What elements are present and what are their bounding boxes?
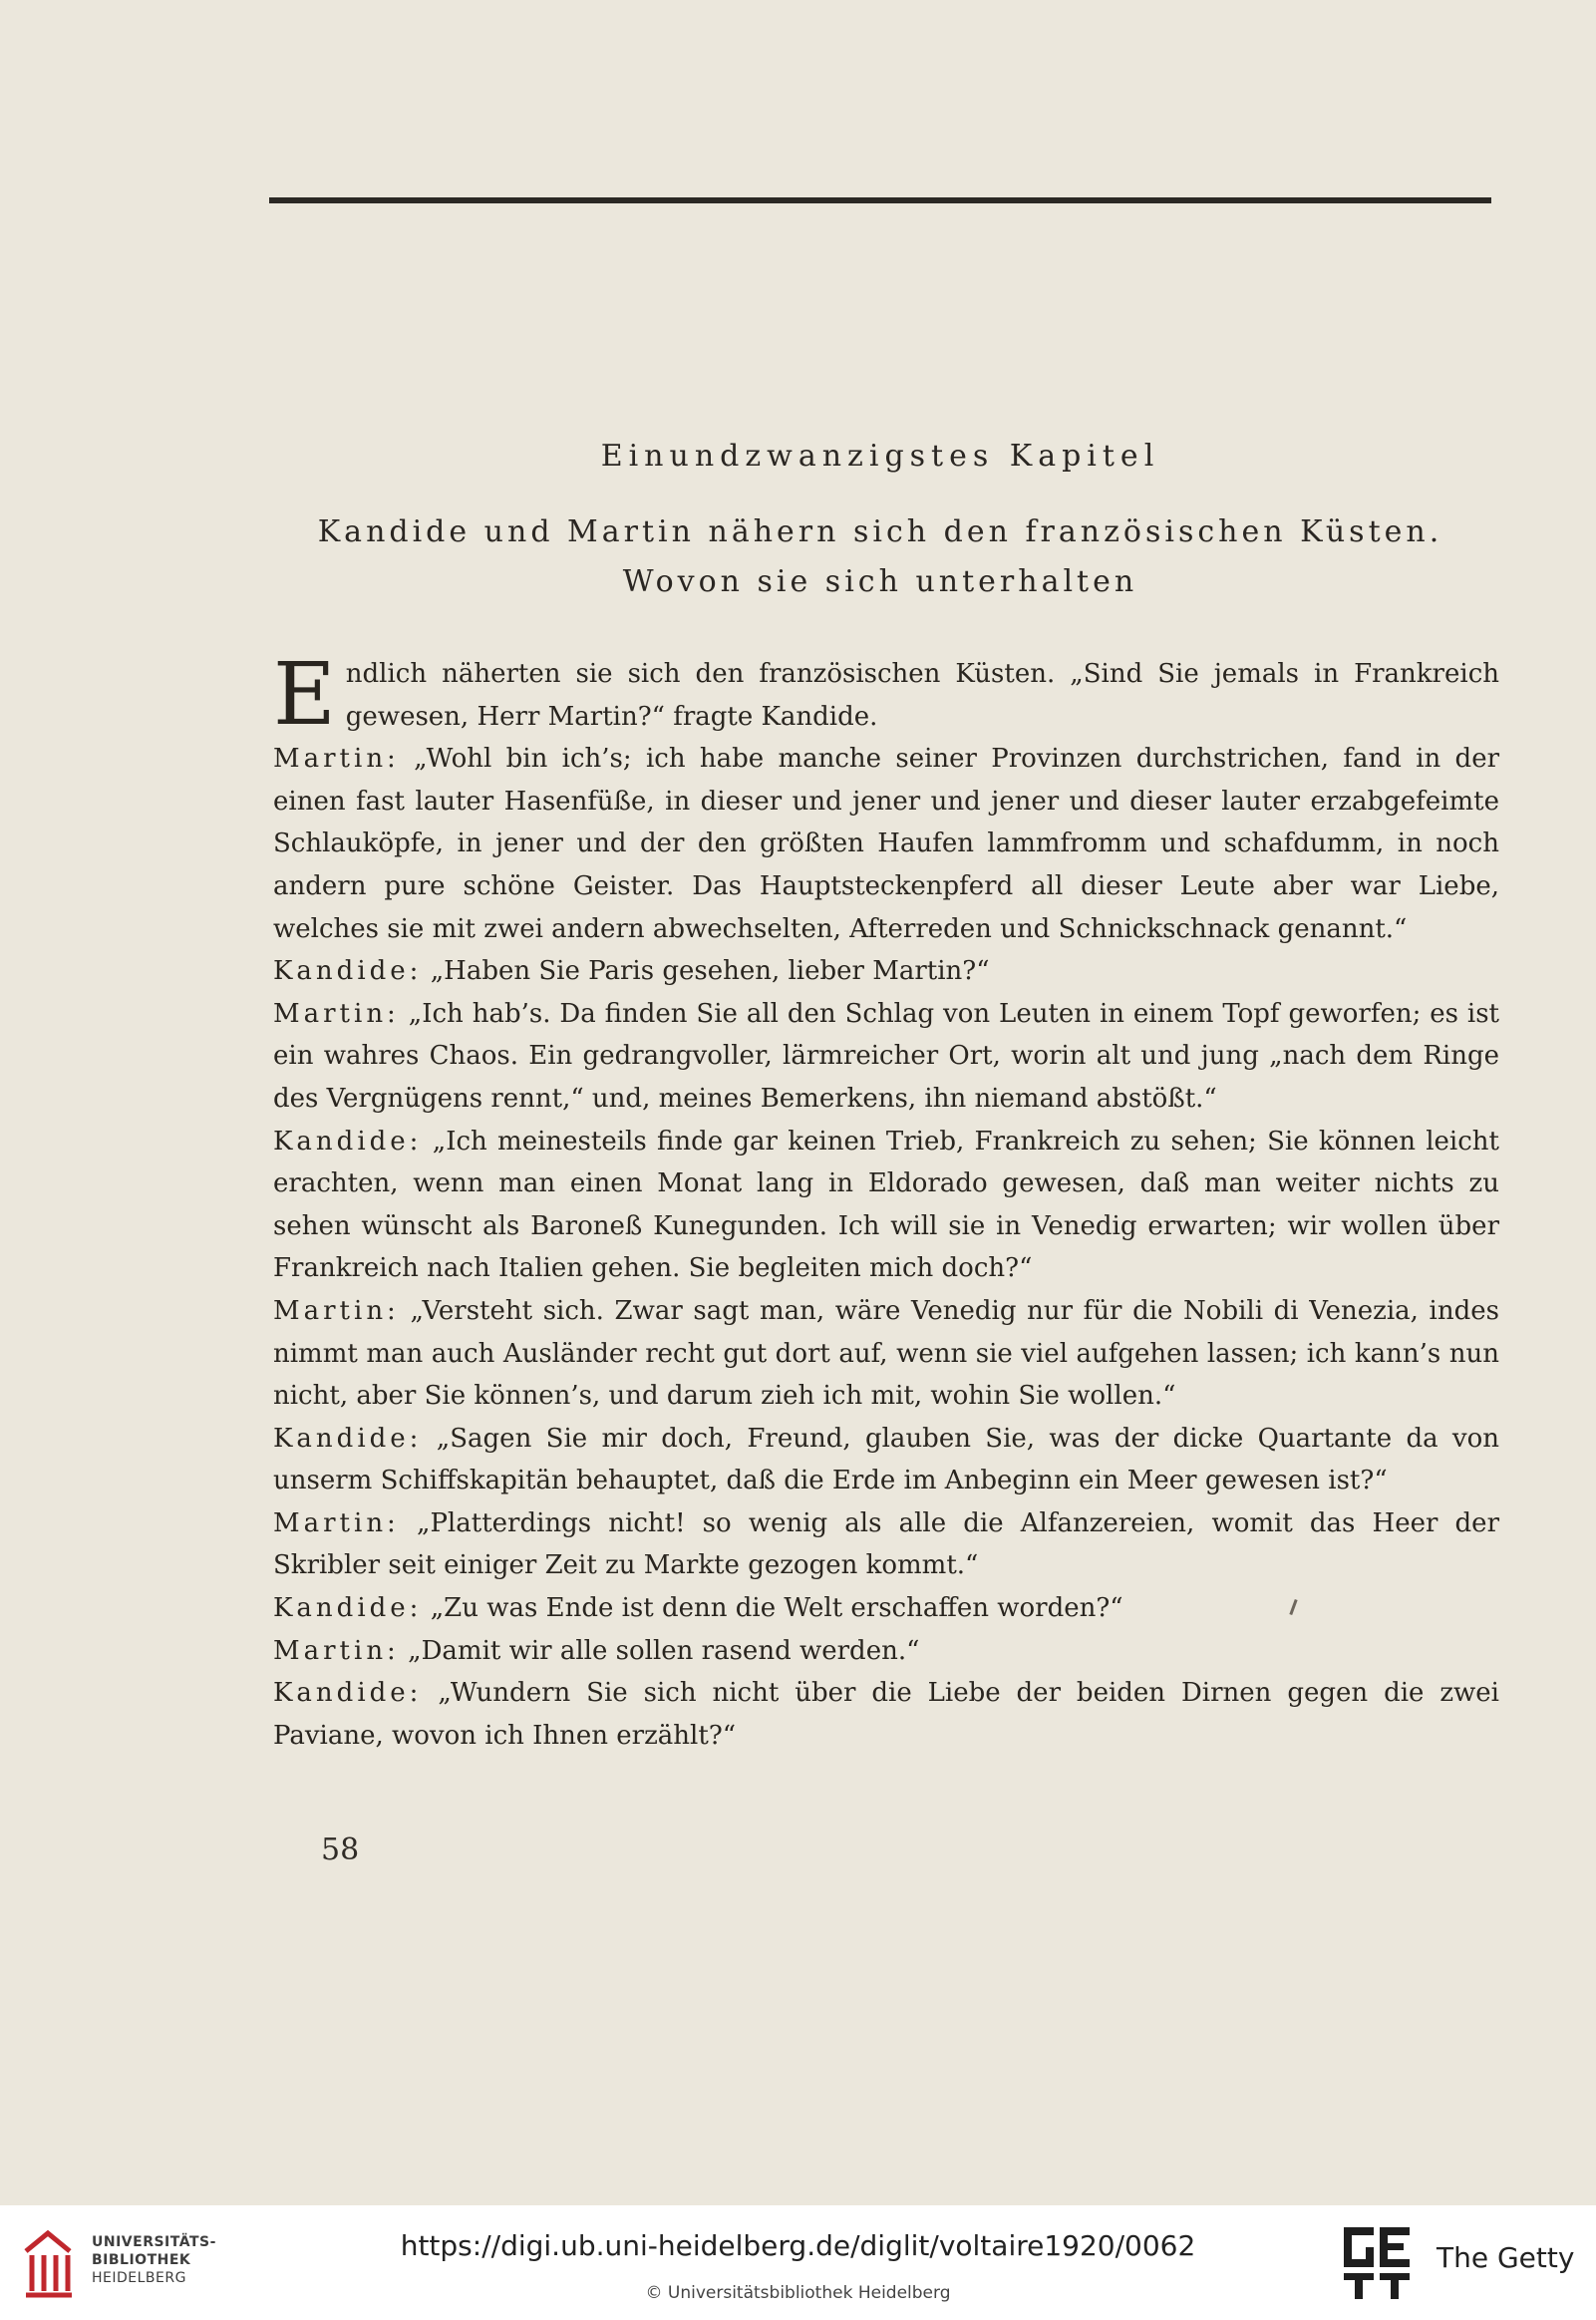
paragraph bbox=[273, 738, 1499, 950]
body-text bbox=[273, 645, 1500, 1757]
speaker-label: Kandide: bbox=[273, 1678, 423, 1709]
page-number: 58 bbox=[321, 1832, 360, 1867]
header-rule bbox=[269, 197, 1491, 203]
paragraph bbox=[273, 950, 1499, 993]
paragraph bbox=[273, 1630, 1499, 1673]
speaker-label: Martin: bbox=[273, 744, 400, 775]
paragraph bbox=[273, 1418, 1499, 1502]
paragraph-text: „Wundern Sie sich nicht über die Liebe der beiden Dirnen gegen die zwei Paviane, wovon ich Ihnen erzählt?“ bbox=[273, 1678, 1499, 1751]
paragraph bbox=[273, 993, 1499, 1121]
paragraph bbox=[273, 1121, 1499, 1290]
library-name-line1: UNIVERSITÄTS- bbox=[92, 2234, 216, 2250]
speaker-label: Kandide: bbox=[273, 956, 423, 987]
paragraph-text: „Ich meinesteils finde gar keinen Trieb, Frankreich zu sehen; Sie können leicht erachten, wenn man einen Monat lang in Eldorado gewesen, daß man weiter nichts zu sehen wünscht als Baroneß Kunegunden. Ich will sie in Venedig erwarten; wir wollen über Frankreich nach Italien gehen. Sie begleiten mich doch?“ bbox=[273, 1126, 1499, 1284]
chapter-subtitle-line1: Kandide und Martin nähern sich den französischen Küsten. bbox=[317, 514, 1443, 549]
paragraph-text: „Damit wir alle sollen rasend werden.“ bbox=[408, 1635, 920, 1666]
paragraph-text: „Wohl bin ich’s; ich habe manche seiner Provinzen durchstrichen, fand in der einen fast lauter Hasenfüße, in dieser und jener und jener und dieser lauter erzabgefeimte Schlauköpfe, in jener und der den größten Haufen lammfromm und schafdumm, in noch andern pure schöne Geister. Das Hauptsteckenpferd all dieser Leute aber war Liebe, welches sie mit zwei andern abwechselten, Afterreden und Schnickschnack genannt.“ bbox=[273, 744, 1500, 944]
speaker-label: Kandide: bbox=[273, 1126, 423, 1157]
chapter-subtitle-line2: Wovon sie sich unterhalten bbox=[622, 564, 1138, 599]
viewer-footer bbox=[0, 2205, 1596, 2320]
speaker-label: Martin: bbox=[273, 1635, 400, 1666]
paragraph-text: „Platterdings nicht! so wenig als alle die Alfanzereien, womit das Heer der Skribler seit einiger Zeit zu Markte gezogen kommt.“ bbox=[273, 1507, 1499, 1581]
permalink-url[interactable]: https://digi.ub.uni-heidelberg.de/diglit/voltaire1920/0062 bbox=[400, 2229, 1196, 2262]
paragraph bbox=[273, 1290, 1499, 1418]
paragraph-text: ndlich näherten sie sich den französischen Küsten. „Sind Sie jemals in Frankreich gewesen, Herr Martin?“ fragte Kandide. bbox=[345, 659, 1499, 732]
speaker-label: Martin: bbox=[273, 998, 400, 1029]
paragraph-text: „Sagen Sie mir doch, Freund, glauben Sie, was der dicke Quartante da von unserm Schiffskapitän behauptet, daß die Erde im Anbeginn ein Meer gewesen ist?“ bbox=[273, 1423, 1499, 1496]
paragraph bbox=[273, 645, 1499, 745]
chapter-title: Einundzwanzigstes Kapitel bbox=[600, 439, 1160, 474]
library-name-line3: HEIDELBERG bbox=[92, 2270, 186, 2286]
paragraph-text: „Ich hab’s. Da finden Sie all den Schlag von Leuten in einem Topf geworfen; es ist ein wahres Chaos. Ein gedrangvoller, lärmreicher Ort, worin alt und jung „nach dem Ringe des Vergnügens rennt,“ und, meines Bemerkens, ihn niemand abstößt.“ bbox=[273, 998, 1500, 1114]
getty-logo-icon bbox=[1342, 2225, 1412, 2301]
paragraph-text: „Zu was Ende ist denn die Welt erschaffen worden?“ bbox=[430, 1593, 1123, 1624]
speaker-label: Kandide: bbox=[273, 1593, 423, 1624]
paragraph bbox=[273, 1672, 1499, 1757]
drop-cap: E bbox=[273, 645, 336, 745]
paragraph bbox=[273, 1502, 1499, 1587]
paragraph-text: „Versteht sich. Zwar sagt man, wäre Venedig nur für die Nobili di Venezia, indes nimmt man auch Ausländer recht gut dort auf, wenn sie viel aufgehen lassen; ich kann’s nun nicht, aber Sie können’s, und darum zieh ich mit, wohin Sie wollen.“ bbox=[273, 1295, 1499, 1412]
speaker-label: Kandide: bbox=[273, 1423, 423, 1454]
getty-label: The Getty bbox=[1436, 2241, 1575, 2274]
paragraph-text: „Haben Sie Paris gesehen, lieber Martin?“ bbox=[430, 956, 990, 987]
speaker-label: Martin: bbox=[273, 1295, 400, 1326]
copyright-notice: © Universitätsbibliothek Heidelberg bbox=[645, 2283, 951, 2303]
library-name-line2: BIBLIOTHEK bbox=[92, 2252, 191, 2268]
speaker-label: Martin: bbox=[273, 1507, 400, 1538]
paragraph bbox=[273, 1587, 1499, 1630]
